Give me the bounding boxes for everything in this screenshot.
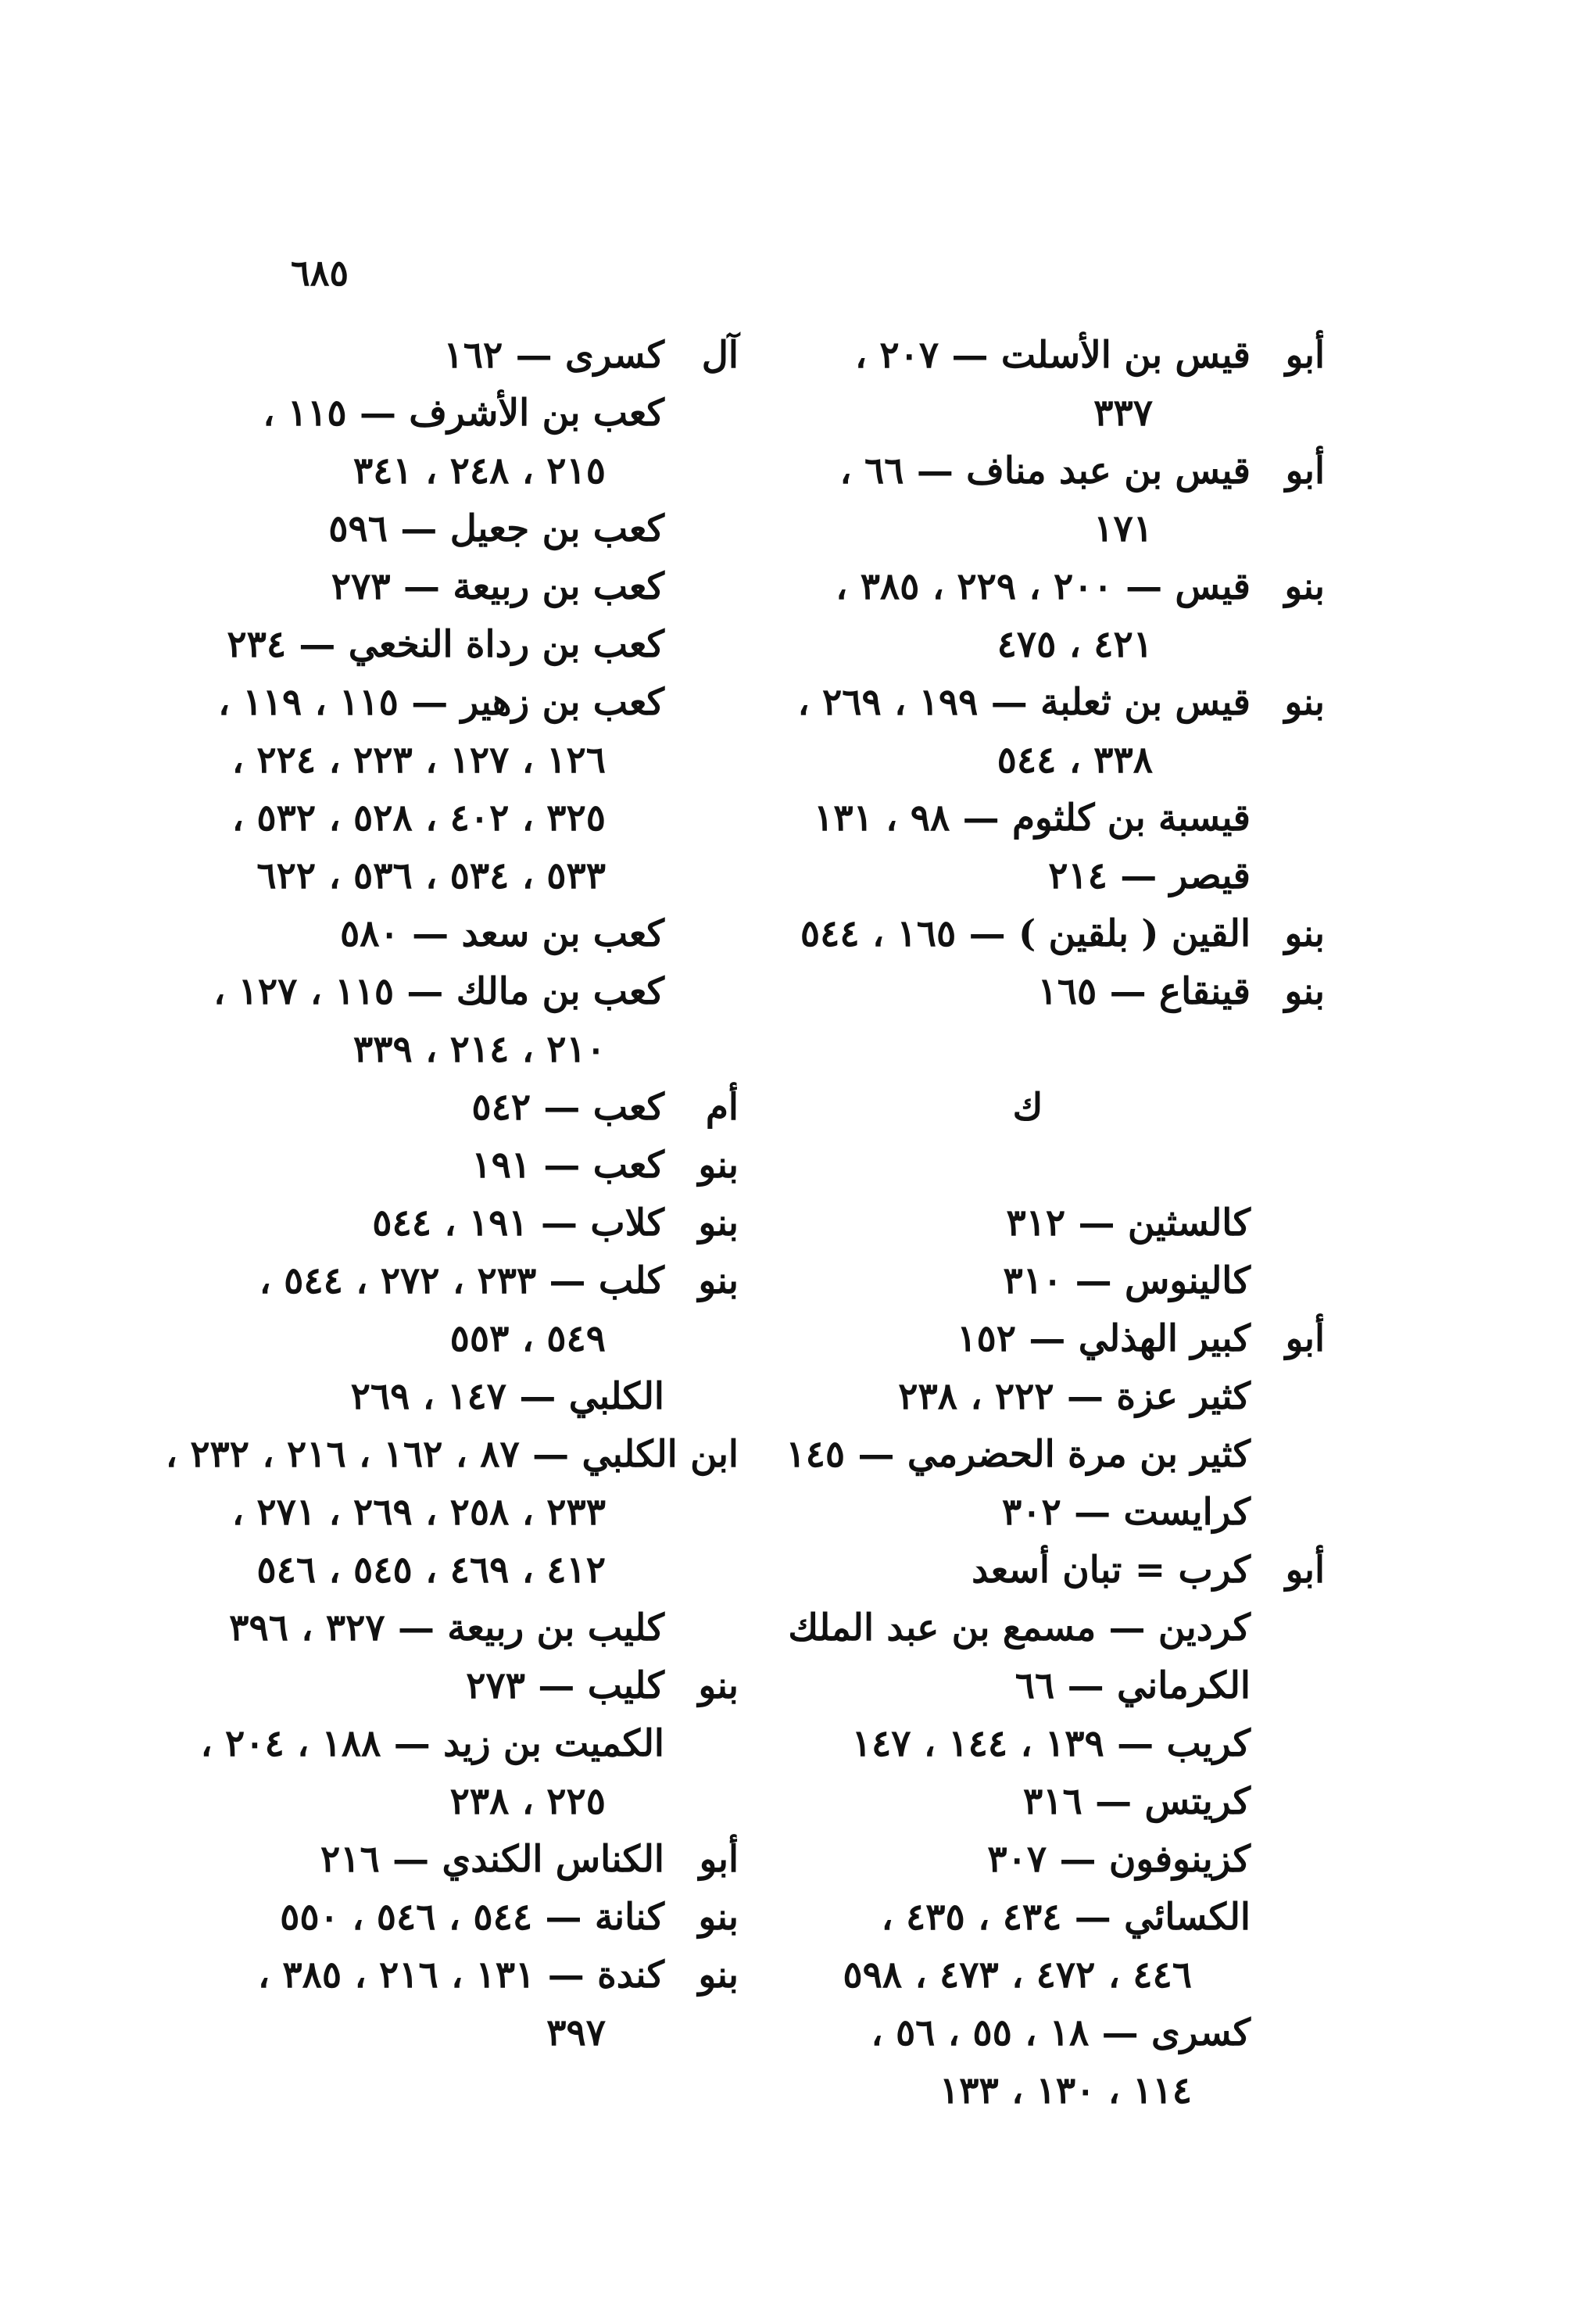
- index-line: [145, 1773, 739, 1831]
- entry-text: قيس — ٢٠٠ ، ٢٢٩ ، ٣٨٥ ،: [836, 565, 1251, 608]
- entry-text: الكناس الكندي — ٢١٦: [320, 1838, 664, 1881]
- index-line: [145, 1715, 739, 1773]
- index-line: [731, 1831, 1325, 1889]
- index-line: [145, 1484, 739, 1542]
- entry-text: ٣٣٨ ، ٥٤٤: [997, 739, 1153, 782]
- entry-text: كسرى — ١٦٢: [443, 334, 664, 377]
- index-line: [731, 327, 1325, 385]
- index-line: [731, 1889, 1325, 1947]
- index-line: [731, 732, 1325, 790]
- entry-text: ٢١٠ ، ٢١٤ ، ٣٣٩: [352, 1028, 606, 1071]
- index-line: [731, 442, 1325, 500]
- entry-text: قيصر — ٢١٤: [1048, 854, 1251, 897]
- entry-text: الكرماني — ٦٦: [1014, 1664, 1251, 1707]
- index-line: [145, 2004, 739, 2062]
- entry-text: كعب بن جعيل — ٥٩٦: [328, 507, 664, 550]
- entry-text: ٢٢٥ ، ٢٣٨: [449, 1780, 606, 1823]
- entry-text: ٤٢١ ، ٤٧٥: [997, 623, 1153, 666]
- index-line: [145, 616, 739, 674]
- index-line: [731, 1021, 1325, 1079]
- entry-prefix: أم: [705, 1086, 739, 1129]
- index-line: [145, 1368, 739, 1426]
- index-line: [145, 442, 739, 500]
- entry-prefix: أبو: [1285, 1549, 1325, 1592]
- index-line: [145, 1947, 739, 2004]
- entry-prefix: بنو: [1284, 681, 1325, 724]
- index-line: [145, 558, 739, 616]
- entry-text: كعب — ١٩١: [471, 1144, 664, 1187]
- entry-text: كندة — ١٣١ ، ٢١٦ ، ٣٨٥ ،: [257, 1954, 664, 1997]
- index-line: [145, 1194, 739, 1252]
- entry-prefix: بنو: [698, 1259, 739, 1302]
- entry-text: كثير عزة — ٢٢٢ ، ٢٣٨: [898, 1375, 1251, 1418]
- entry-prefix: أبو: [1285, 334, 1325, 377]
- entry-text: ٤١٢ ، ٤٦٩ ، ٥٤٥ ، ٥٤٦: [256, 1549, 606, 1592]
- entry-prefix: آل: [701, 334, 739, 377]
- index-line: [145, 1542, 739, 1599]
- index-line: [145, 1310, 739, 1368]
- index-line: [145, 1252, 739, 1310]
- section-letter-heading: ك: [1012, 1086, 1043, 1129]
- index-line: [731, 2062, 1325, 2120]
- index-line: [145, 1657, 739, 1715]
- index-line: [731, 847, 1325, 905]
- entry-text: كالسثين — ٣١٢: [1006, 1202, 1251, 1245]
- entry-text: كعب بن زهير — ١١٥ ، ١١٩ ،: [217, 681, 664, 724]
- entry-text: كعب بن رداة النخعي — ٢٣٤: [227, 623, 664, 666]
- entry-prefix: بنو: [698, 1896, 739, 1939]
- index-line: [731, 905, 1325, 963]
- entry-text: قيسبة بن كلثوم — ٩٨ ، ١٣١: [814, 797, 1251, 840]
- index-line: [731, 616, 1325, 674]
- entry-text: كعب — ٥٤٢: [471, 1086, 664, 1129]
- entry-text: قيس بن ثعلبة — ١٩٩ ، ٢٦٩ ،: [797, 681, 1251, 724]
- entry-prefix: بنو: [698, 1144, 739, 1187]
- index-line: [731, 1773, 1325, 1831]
- entry-prefix: أبو: [1285, 1317, 1325, 1360]
- entry-prefix: بنو: [698, 1202, 739, 1245]
- entry-text: ١١٤ ، ١٣٠ ، ١٣٣: [939, 2069, 1192, 2112]
- index-line: [145, 500, 739, 558]
- index-line: [145, 1079, 739, 1137]
- entry-prefix: بنو: [1284, 565, 1325, 608]
- entry-text: كريتس — ٣١٦: [1023, 1780, 1251, 1823]
- entry-prefix: بنو: [698, 1954, 739, 1997]
- index-line: [145, 1889, 739, 1947]
- entry-text: كسرى — ١٨ ، ٥٥ ، ٥٦ ،: [871, 2011, 1251, 2054]
- entry-prefix: أبو: [1285, 449, 1325, 492]
- index-line: [145, 1831, 739, 1889]
- entry-text: ٢١٥ ، ٢٤٨ ، ٣٤١: [352, 449, 606, 492]
- entry-text: كرب = تبان أسعد: [972, 1549, 1251, 1592]
- right-column: [731, 327, 1325, 2120]
- index-line: [731, 1657, 1325, 1715]
- entry-text: كثير بن مرة الحضرمي — ١٤٥: [785, 1433, 1251, 1476]
- entry-text: كلب — ٢٣٣ ، ٢٧٢ ، ٥٤٤ ،: [259, 1259, 664, 1302]
- index-line: [145, 1426, 739, 1484]
- entry-text: قيس بن عبد مناف — ٦٦ ،: [839, 449, 1251, 492]
- index-line: [145, 905, 739, 963]
- index-line: [145, 385, 739, 442]
- index-line: [731, 963, 1325, 1021]
- index-line: [731, 1079, 1325, 1137]
- entry-text: ابن الكلبي — ٨٧ ، ١٦٢ ، ٢١٦ ، ٢٣٢ ،: [165, 1433, 739, 1476]
- index-line: [731, 1426, 1325, 1484]
- entry-prefix: بنو: [698, 1664, 739, 1707]
- index-line: [145, 732, 739, 790]
- index-line: [731, 1715, 1325, 1773]
- page-number: ٦٨٥: [291, 252, 349, 294]
- entry-text: كالينوس — ٣١٠: [1003, 1259, 1251, 1302]
- index-line: [731, 500, 1325, 558]
- entry-text: كردين — مسمع بن عبد الملك: [788, 1606, 1251, 1649]
- index-line: [145, 1599, 739, 1657]
- entry-text: ٥٤٩ ، ٥٥٣: [449, 1317, 606, 1360]
- index-line: [731, 790, 1325, 847]
- entry-text: كنانة — ٥٤٤ ، ٥٤٦ ، ٥٥٠: [280, 1896, 664, 1939]
- entry-text: ٣٩٧: [546, 2011, 606, 2054]
- index-line: [145, 790, 739, 847]
- entry-text: الكسائي — ٤٣٤ ، ٤٣٥ ،: [881, 1896, 1251, 1939]
- index-line: [145, 1021, 739, 1079]
- entry-text: ١٢٦ ، ١٢٧ ، ٢٢٣ ، ٢٢٤ ،: [231, 739, 606, 782]
- index-line: [731, 2004, 1325, 2062]
- entry-text: ١٧١: [1093, 507, 1153, 550]
- index-line: [145, 847, 739, 905]
- left-column: [145, 327, 739, 2062]
- index-line: [731, 1484, 1325, 1542]
- entry-text: كلاب — ١٩١ ، ٥٤٤: [372, 1202, 664, 1245]
- index-line: [731, 1194, 1325, 1252]
- index-line: [731, 1599, 1325, 1657]
- entry-text: كليب — ٢٧٣: [466, 1664, 664, 1707]
- index-line: [145, 1137, 739, 1194]
- entry-text: ٣٣٧: [1093, 392, 1153, 435]
- index-line: [145, 963, 739, 1021]
- index-line: [731, 385, 1325, 442]
- entry-text: الكميت بن زيد — ١٨٨ ، ٢٠٤ ،: [200, 1722, 664, 1765]
- index-line: [145, 327, 739, 385]
- index-line: [731, 558, 1325, 616]
- entry-text: كزينوفون — ٣٠٧: [987, 1838, 1251, 1881]
- entry-text: الكلبي — ١٤٧ ، ٢٦٩: [350, 1375, 664, 1418]
- index-line: [731, 1947, 1325, 2004]
- entry-text: كعب بن مالك — ١١٥ ، ١٢٧ ،: [213, 970, 664, 1013]
- entry-text: كريب — ١٣٩ ، ١٤٤ ، ١٤٧: [851, 1722, 1251, 1765]
- entry-prefix: بنو: [1284, 970, 1325, 1013]
- entry-text: كبير الهذلي — ١٥٢: [957, 1317, 1251, 1360]
- entry-text: كعب بن سعد — ٥٨٠: [340, 912, 664, 955]
- entry-text: ٥٣٣ ، ٥٣٤ ، ٥٣٦ ، ٦٢٢: [256, 854, 606, 897]
- entry-prefix: أبو: [699, 1838, 739, 1881]
- index-line: [731, 1542, 1325, 1599]
- index-line: [731, 674, 1325, 732]
- entry-text: قيس بن الأسلت — ٢٠٧ ،: [854, 334, 1251, 377]
- entry-text: كليب بن ربيعة — ٣٢٧ ، ٣٩٦: [229, 1606, 664, 1649]
- entry-text: ٤٤٦ ، ٤٧٢ ، ٤٧٣ ، ٥٩٨: [843, 1954, 1192, 1997]
- index-line: [731, 1368, 1325, 1426]
- entry-text: القين ( بلقين ) — ١٦٥ ، ٥٤٤: [800, 912, 1251, 955]
- index-line: [731, 1310, 1325, 1368]
- entry-text: ٣٢٥ ، ٤٠٢ ، ٥٢٨ ، ٥٣٢ ،: [231, 797, 606, 840]
- entry-text: كعب بن ربيعة — ٢٧٣: [331, 565, 664, 608]
- index-line: [145, 674, 739, 732]
- index-line: [731, 1137, 1325, 1194]
- entry-text: كعب بن الأشرف — ١١٥ ،: [263, 392, 664, 435]
- entry-text: كرايست — ٣٠٢: [1002, 1491, 1251, 1534]
- entry-text: قينقاع — ١٦٥: [1037, 970, 1251, 1013]
- entry-text: ٢٣٣ ، ٢٥٨ ، ٢٦٩ ، ٢٧١ ،: [231, 1491, 606, 1534]
- index-line: [731, 1252, 1325, 1310]
- entry-prefix: بنو: [1284, 912, 1325, 955]
